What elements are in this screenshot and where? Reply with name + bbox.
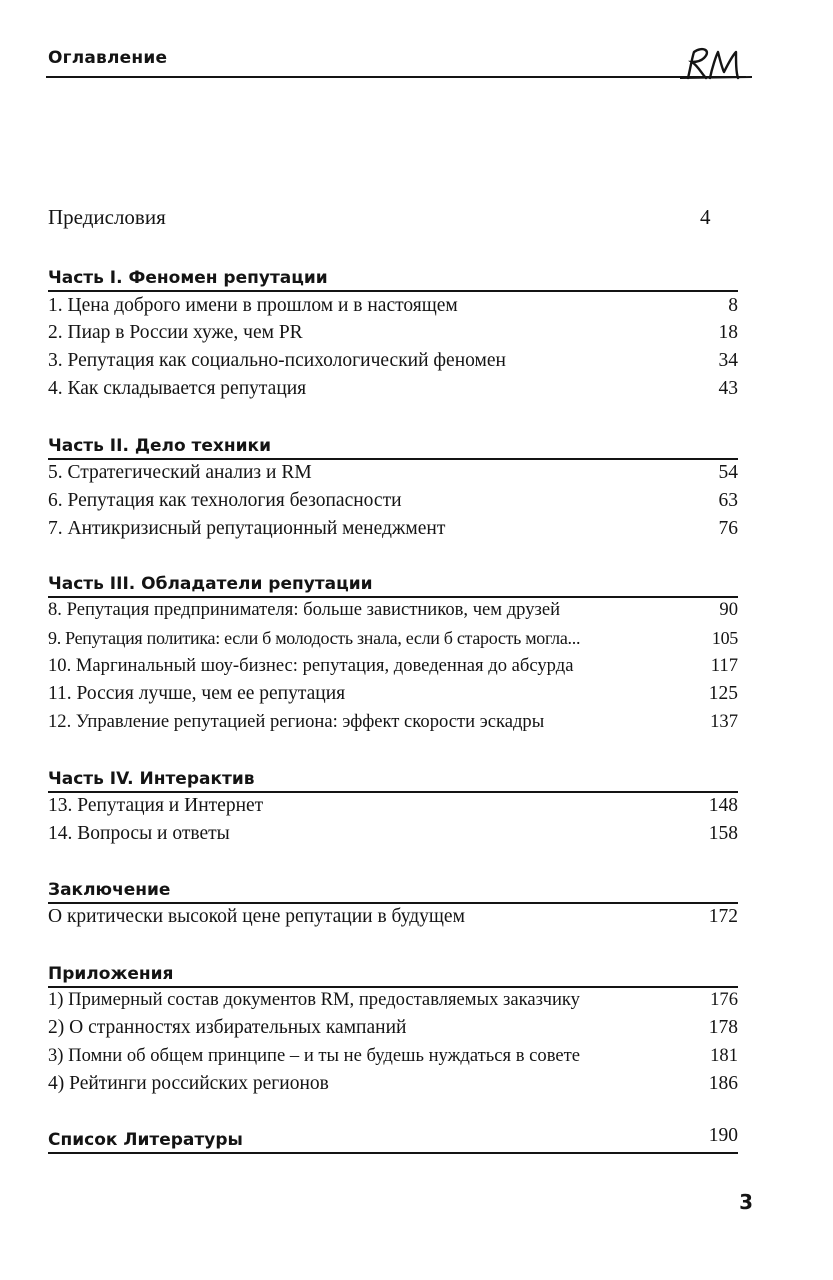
toc-item-title: 6. Репутация как технология безопасности: [48, 490, 402, 511]
toc-item[interactable]: [48, 986, 738, 1014]
toc-item-title: 5. Стратегический анализ и RM: [48, 462, 312, 483]
toc-item[interactable]: [48, 1070, 738, 1098]
toc-item-title: 14. Вопросы и ответы: [48, 823, 230, 844]
toc-item[interactable]: [48, 459, 738, 487]
toc-item-page: 117: [710, 655, 738, 676]
toc-item[interactable]: [48, 820, 738, 848]
section-heading-conclusion: Заключение: [48, 880, 171, 900]
toc-item[interactable]: [48, 708, 738, 736]
toc-item-page: 90: [719, 599, 738, 620]
section-heading-part-3: Часть III. Обладатели репутации: [48, 574, 373, 594]
toc-item[interactable]: [48, 596, 738, 624]
toc-item-page: 18: [718, 322, 738, 343]
toc-item-title: 7. Антикризисный репутационный менеджмент: [48, 518, 446, 539]
toc-item-page: 137: [710, 711, 738, 732]
section-heading-appendices: Приложения: [48, 964, 174, 984]
section-rule: [48, 1152, 738, 1154]
toc-item-title: 4. Как складывается репутация: [48, 378, 307, 399]
section-heading-part-1: Часть I. Феномен репутации: [48, 268, 328, 288]
toc-item[interactable]: [48, 319, 738, 347]
toc-item-title: 1. Цена доброго имени в прошлом и в настоящем: [48, 295, 458, 316]
toc-item-page: 172: [708, 906, 738, 927]
toc-item-title: 8. Репутация предпринимателя: больше завистников, чем друзей: [48, 599, 561, 620]
toc-item-title: О критически высокой цене репутации в будущем: [48, 906, 465, 927]
toc-item[interactable]: [48, 515, 738, 543]
toc-item[interactable]: [48, 652, 738, 680]
toc-item-title: 12. Управление репутацией региона: эффект скорости эскадры: [48, 711, 545, 732]
toc-item-page: 158: [708, 823, 738, 844]
toc-item-page: 178: [708, 1017, 738, 1038]
section-heading-part-2: Часть II. Дело техники: [48, 436, 272, 456]
toc-item-title: 13. Репутация и Интернет: [48, 795, 264, 816]
toc-item[interactable]: [48, 1042, 738, 1070]
toc-bibliography-title: Список Литературы: [48, 1130, 243, 1150]
page-title: Оглавление: [48, 48, 168, 68]
toc-item[interactable]: [48, 487, 738, 515]
toc-item-title: 10. Маргинальный шоу-бизнес: репутация, доведенная до абсурда: [48, 655, 574, 676]
toc-item[interactable]: [48, 680, 738, 708]
toc-item-page: 186: [708, 1073, 738, 1094]
toc-item-page: 8: [728, 295, 738, 316]
toc-item-title: 9. Репутация политика: если б молодость знала, если б старость могла...: [48, 628, 581, 648]
section-heading-part-4: Часть IV. Интерактив: [48, 769, 255, 789]
toc-item-title: 3. Репутация как социально-психологический феномен: [48, 350, 506, 371]
toc-item-title: 4) Рейтинги российских регионов: [48, 1073, 329, 1094]
toc-item-page: 176: [710, 989, 738, 1010]
toc-item-page: 105: [711, 628, 738, 648]
toc-item[interactable]: [48, 1014, 738, 1042]
toc-item[interactable]: [48, 292, 738, 320]
rm-logo: [680, 44, 752, 88]
toc-item-page: 181: [710, 1045, 738, 1066]
toc-item-page: 76: [718, 518, 738, 539]
toc-item[interactable]: [48, 903, 738, 931]
toc-item-page: 54: [718, 462, 738, 483]
toc-item[interactable]: [48, 624, 738, 652]
toc-item-title: 11. Россия лучше, чем ее репутация: [48, 683, 346, 704]
toc-item-page: 125: [708, 683, 738, 704]
toc-item-title: 2) О странностях избирательных кампаний: [48, 1017, 407, 1038]
toc-item[interactable]: [48, 375, 738, 403]
toc-preface[interactable]: Предисловия: [48, 205, 166, 229]
toc-bibliography-page: 190: [708, 1125, 738, 1146]
toc-item-page: 43: [718, 378, 738, 399]
toc-item-page: 148: [708, 795, 738, 816]
toc-preface-page: 4: [700, 205, 711, 229]
header-rule: [46, 76, 746, 78]
toc-item-title: 1) Примерный состав документов RM, предоставляемых заказчику: [48, 989, 580, 1010]
page-number: 3: [739, 1190, 753, 1214]
toc-item-title: 3) Помни об общем принципе – и ты не будешь нуждаться в совете: [48, 1045, 580, 1066]
toc-item[interactable]: [48, 347, 738, 375]
toc-item[interactable]: [48, 792, 738, 820]
toc-bibliography[interactable]: [48, 1126, 738, 1150]
toc-item-title: 2. Пиар в России хуже, чем PR: [48, 322, 303, 343]
toc-item-page: 63: [718, 490, 738, 511]
toc-item-page: 34: [718, 350, 738, 371]
